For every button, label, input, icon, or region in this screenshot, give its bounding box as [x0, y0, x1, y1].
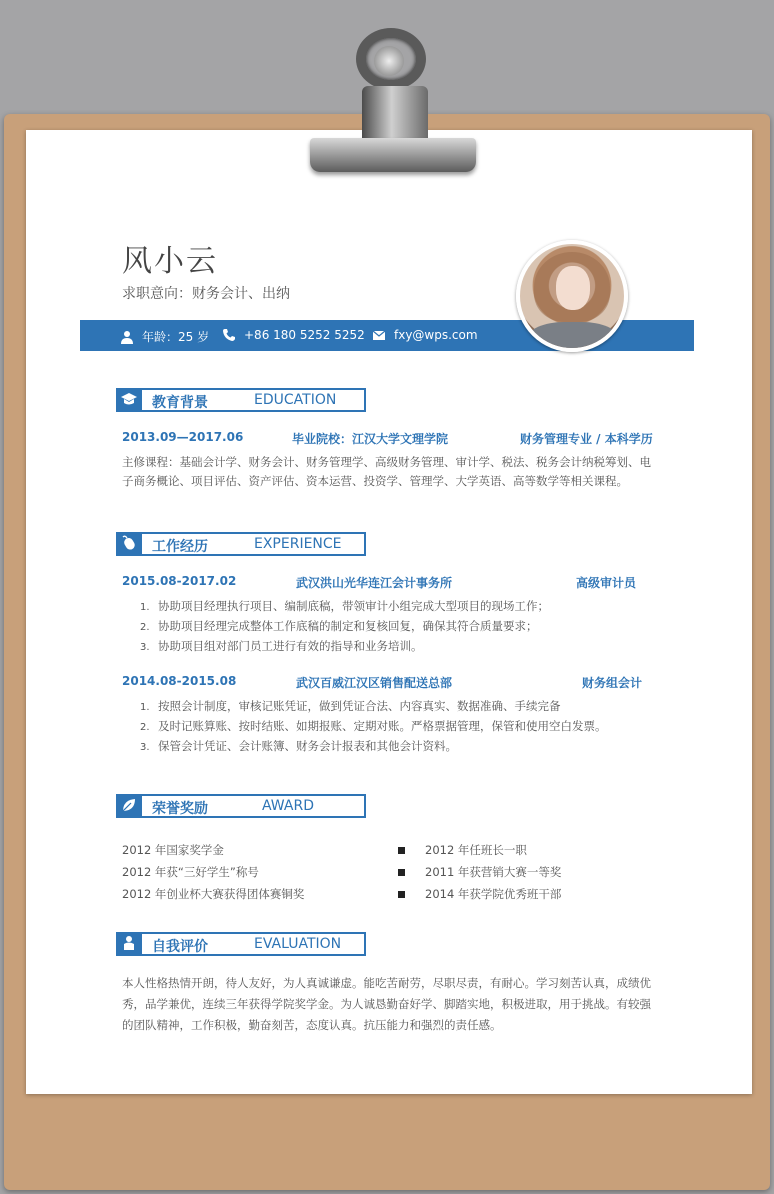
list-item: 2. 协助项目经理完成整体工作底稿的制定和复核回复，确保其符合质量要求； — [140, 619, 538, 633]
list-item: 2012 年任班长一职 — [398, 839, 561, 861]
evaluation-title-zh: 自我评价 — [152, 939, 208, 955]
list-item: 2011 年获营销大赛一等奖 — [398, 861, 561, 883]
experience-section-header — [116, 532, 366, 556]
avatar — [516, 240, 628, 352]
phone-text: +86 180 5252 5252 — [244, 328, 365, 342]
phone-item — [222, 328, 365, 342]
list-item: 1. 协助项目经理执行项目、编制底稿，带领审计小组完成大型项目的现场工作； — [140, 599, 549, 613]
evaluation-title-en: EVALUATION — [254, 936, 342, 952]
job-2-role: 财务组会计 — [582, 676, 643, 690]
person-icon — [116, 932, 142, 956]
graduation-cap-icon — [116, 388, 142, 412]
education-period: 2013.09—2017.06 — [122, 430, 244, 444]
bullet-square-icon — [398, 869, 405, 876]
award-title-en: AWARD — [262, 798, 314, 814]
award-title-zh: 荣誉奖励 — [152, 801, 208, 817]
list-item: 2014 年获学院优秀班干部 — [398, 883, 561, 905]
clip-base — [310, 138, 476, 172]
list-item: 2012 年获“三好学生”称号 — [122, 865, 259, 879]
job-2-duties — [140, 697, 660, 757]
avatar-shirt — [528, 322, 618, 352]
education-school: 毕业院校：江汉大学文理学院 — [292, 432, 449, 446]
mail-icon — [372, 328, 386, 342]
job-1-duties — [140, 597, 660, 657]
education-section-header — [116, 388, 366, 412]
clip-body — [362, 86, 428, 144]
avatar-face — [556, 266, 590, 310]
education-title-zh: 教育背景 — [152, 395, 208, 411]
job-intent: 求职意向：财务会计、出纳 — [122, 286, 290, 302]
list-item: 1. 按照会计制度，审核记账凭证，做到凭证合法、内容真实、数据准确、手续完备 — [140, 699, 561, 713]
list-item: 3. 保管会计凭证、会计账簿、财务会计报表和其他会计资料。 — [140, 739, 457, 753]
experience-title-zh: 工作经历 — [152, 539, 208, 555]
job-1-period: 2015.08-2017.02 — [122, 574, 237, 588]
email-text: fxy@wps.com — [394, 328, 478, 342]
bullet-square-icon — [398, 847, 405, 854]
job-2-company: 武汉百威江汉区销售配送总部 — [296, 676, 453, 690]
job-1-company: 武汉洪山光华连江会计事务所 — [296, 576, 453, 590]
list-item: 2012 年国家奖学金 — [122, 843, 224, 857]
list-item: 2. 及时记账算账、按时结账、如期报账、定期对账。严格票据管理，保管和使用空白发票。 — [140, 719, 607, 733]
evaluation-section-header — [116, 932, 366, 956]
mouse-icon — [116, 532, 142, 556]
education-title-en: EDUCATION — [254, 392, 337, 408]
email-item — [372, 328, 478, 342]
clip-pin — [374, 46, 404, 76]
job-2-period: 2014.08-2015.08 — [122, 674, 237, 688]
list-item: 3. 协助项目组对部门员工进行有效的指导和业务培训。 — [140, 639, 423, 653]
phone-icon — [222, 328, 236, 342]
age-text: 年龄：25 岁 — [142, 330, 210, 344]
list-item: 2012 年创业杯大赛获得团体赛铜奖 — [122, 887, 305, 901]
bullet-square-icon — [398, 891, 405, 898]
award-list-right — [398, 839, 561, 905]
candidate-name: 风小云 — [122, 244, 218, 279]
experience-title-en: EXPERIENCE — [254, 536, 342, 552]
leaf-icon — [116, 794, 142, 818]
age-item — [120, 328, 209, 345]
evaluation-text: 本人性格热情开朗，待人友好，为人真诚谦虚。能吃苦耐劳，尽职尽责，有耐心。学习刻苦认真，成绩优秀，品学兼优，连续三年获得学院奖学金。为人诚恳勤奋好学、脚踏实地，积极进取，用于挑战。有较强的团队精神，工作积极，勤奋刻苦，态度认真。抗压能力和强烈的责任感。 — [122, 976, 651, 1032]
education-courses: 主修课程：基础会计学、财务会计、财务管理学、高级财务管理、审计学、税法、税务会计纳税筹划、电子商务概论、项目评估、资产评估、资本运营、投资学、管理学、大学英语、高等数学等相关课程。 — [122, 455, 651, 488]
job-1-role: 高级审计员 — [576, 576, 637, 590]
award-section-header — [116, 794, 366, 818]
education-major: 财务管理专业 / 本科学历 — [520, 432, 653, 446]
user-icon — [120, 330, 134, 344]
award-list-left — [122, 839, 304, 905]
